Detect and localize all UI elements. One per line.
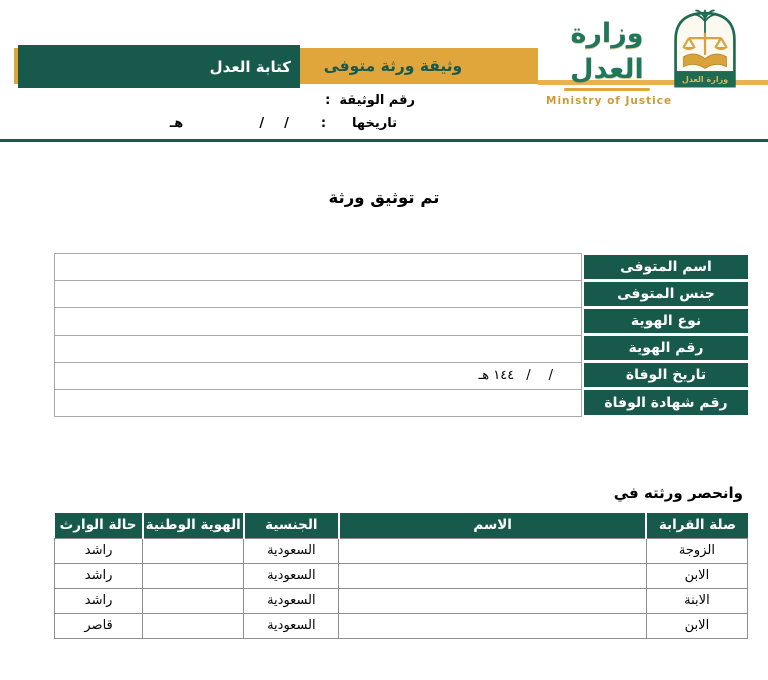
date-slash: / xyxy=(284,116,289,131)
heir-relationship: الابن xyxy=(646,563,747,588)
notary-office-label: كتابة العدل xyxy=(209,57,291,76)
document-number-line xyxy=(325,93,415,108)
heir-name xyxy=(339,563,646,588)
heirs-header-row xyxy=(55,513,748,538)
details-row-value xyxy=(54,253,582,281)
heirs-table xyxy=(54,513,748,639)
heir-national-id xyxy=(143,563,244,588)
document-number-label: رقم الوثيقة xyxy=(339,93,415,108)
details-row-label: رقم الهوية xyxy=(584,336,748,360)
page-title: تم توثيق ورثة xyxy=(328,188,440,207)
details-row-label: اسم المتوفى xyxy=(584,255,748,279)
emblem-caption: وزارة العدل xyxy=(681,74,729,84)
heirs-row xyxy=(55,563,748,588)
heirs-header-nationality: الجنسية xyxy=(244,513,339,538)
ministry-emblem-icon xyxy=(668,6,742,88)
green-divider xyxy=(0,139,768,142)
heir-national-id xyxy=(143,613,244,638)
hijri-suffix: هـ xyxy=(169,116,184,131)
document-type-title: وثيقة ورثة متوفى xyxy=(323,57,463,75)
heirs-row xyxy=(55,588,748,613)
details-row-label: نوع الهوية xyxy=(584,309,748,333)
heirs-section-heading: وانحصر ورثته في xyxy=(613,484,743,502)
heirs-row xyxy=(55,538,748,563)
heir-status: راشد xyxy=(55,563,143,588)
details-row-value xyxy=(54,389,582,417)
date-slash: / xyxy=(259,116,265,131)
colon: : xyxy=(320,116,327,131)
heir-name xyxy=(339,613,646,638)
details-row-label: رقم شهادة الوفاة xyxy=(584,390,748,414)
heir-relationship: الزوجة xyxy=(646,538,747,563)
heir-status: راشد xyxy=(55,588,143,613)
date-slash: / xyxy=(548,368,553,384)
heirs-header-relationship: صلة القرابة xyxy=(646,513,747,538)
document-date-line xyxy=(170,116,397,131)
heirs-header-status: حالة الوارث xyxy=(55,513,143,538)
heir-nationality: السعودية xyxy=(244,563,339,588)
document-date-label: تاريخها xyxy=(352,116,397,131)
details-row-value xyxy=(54,280,582,308)
header-bar xyxy=(14,48,538,84)
heir-status: قاصر xyxy=(55,613,143,638)
ministry-arabic-title: وزارة العدل xyxy=(570,18,644,85)
heir-nationality: السعودية xyxy=(244,538,339,563)
heir-name xyxy=(339,588,646,613)
details-row-label: جنس المتوفى xyxy=(584,282,748,306)
heirs-header-national-id: الهوية الوطنية xyxy=(143,513,244,538)
heir-relationship: الابن xyxy=(646,613,747,638)
heirs-row xyxy=(55,613,748,638)
hijri-year: ١٤٤ هـ xyxy=(478,368,515,384)
colon: : xyxy=(325,93,331,108)
heir-nationality: السعودية xyxy=(244,588,339,613)
notary-office-banner xyxy=(18,45,300,88)
deceased-details-table xyxy=(54,253,748,416)
heir-national-id xyxy=(143,588,244,613)
heir-name xyxy=(339,538,646,563)
ministry-logo-text xyxy=(546,16,673,107)
heir-national-id xyxy=(143,538,244,563)
ministry-english-title: Ministry of Justice xyxy=(546,95,673,107)
details-row-label: تاريخ الوفاة xyxy=(584,363,748,387)
date-slash: / xyxy=(526,368,531,384)
heirs-header-name: الاسم xyxy=(339,513,646,538)
heir-relationship: الابنة xyxy=(646,588,747,613)
details-row-value xyxy=(54,307,582,335)
death-date-value xyxy=(54,362,582,390)
logo-swash xyxy=(564,88,650,91)
heir-status: راشد xyxy=(55,538,143,563)
details-row-value xyxy=(54,335,582,363)
heir-nationality: السعودية xyxy=(244,613,339,638)
